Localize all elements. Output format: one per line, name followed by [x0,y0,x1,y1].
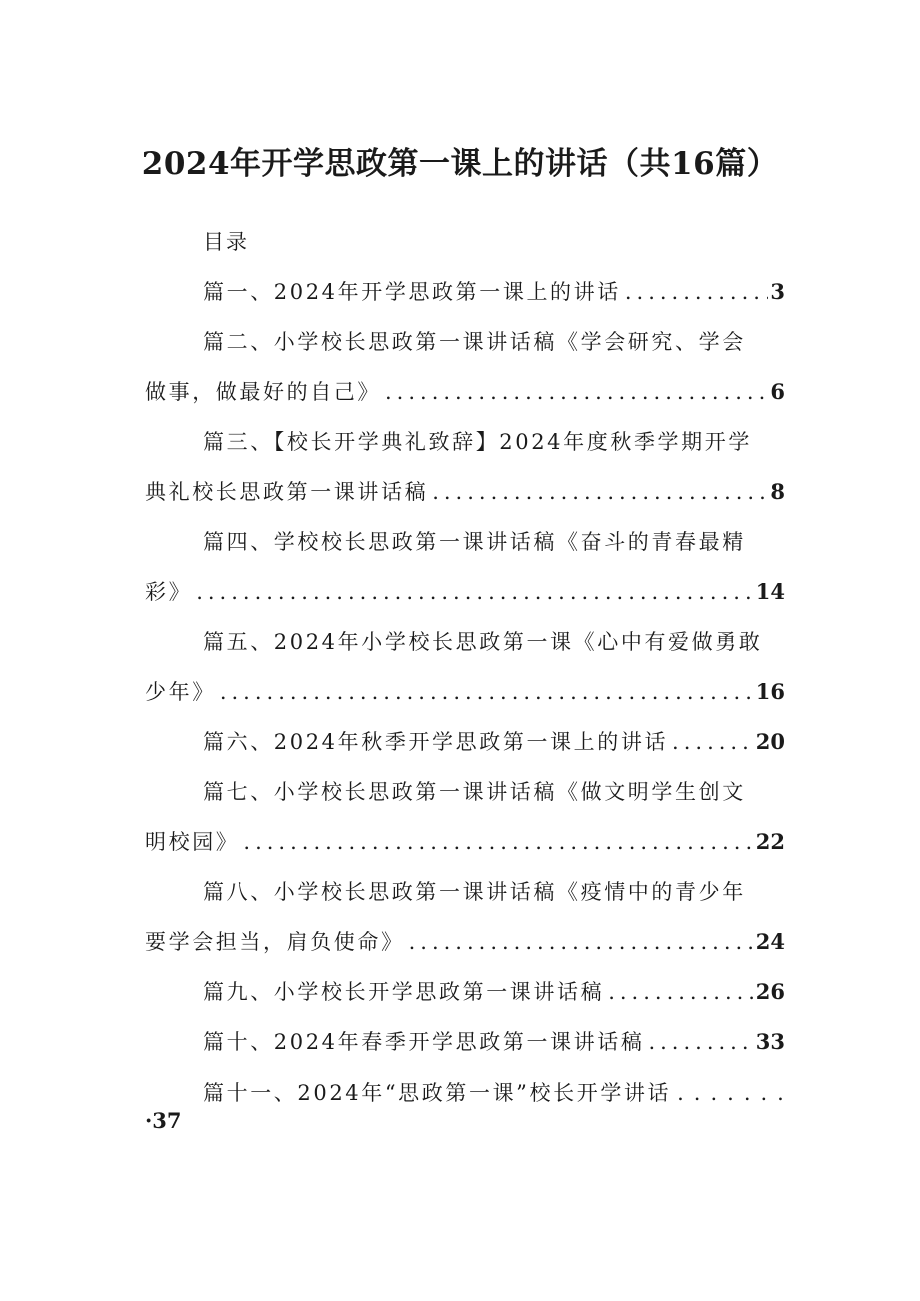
leader-dots [428,480,768,504]
toc-entry-text: 篇九、小学校长开学思政第一课讲话稿 [203,980,605,1004]
leader-dots [621,280,769,304]
toc-entry-text: 彩》 [145,580,193,604]
toc-entry-4-cont[interactable] [145,576,785,610]
toc-entry-text: 篇六、2024年秋季开学思政第一课上的讲话 [203,730,669,754]
toc-entry-8[interactable] [145,876,785,910]
toc-page-number: 14 [755,579,785,604]
toc-entry-text: 做事，做最好的自己》 [145,380,381,404]
toc-entry-text: 篇七、小学校长思政第一课讲话稿《做文明学生创文 [203,780,746,804]
toc-entry-text: 篇八、小学校长思政第一课讲话稿《疫情中的青少年 [203,880,746,904]
leader-dots [192,580,754,604]
toc-entry-1[interactable] [145,276,785,310]
toc-entry-6[interactable] [145,726,785,760]
toc-entry-5-cont[interactable] [145,676,785,710]
toc-entry-2[interactable] [145,326,785,360]
toc-entry-text: 篇十、2024年春季开学思政第一课讲话稿 [203,1030,645,1054]
document-title: 2024年开学思政第一课上的讲话（共16篇） [141,146,779,182]
toc-entry-text: 明校园》 [145,830,240,854]
toc-entry-text: 篇一、2024年开学思政第一课上的讲话 [203,280,621,304]
toc-entry-9[interactable] [145,976,785,1010]
leader-dots [604,980,754,1004]
leader-dots [239,830,753,854]
toc-page-number: 3 [770,279,785,304]
toc-entry-text: 典礼校长思政第一课讲话稿 [145,480,429,504]
toc-entry-5[interactable] [145,626,785,660]
toc-entry-text: 篇十一、2024年“思政第一课”校长开学讲话 [203,1081,672,1105]
toc-entry-text: 篇五、2024年小学校长思政第一课《心中有爱做勇敢 [203,630,763,654]
leader-dots [644,1030,753,1054]
toc-entry-7-cont[interactable] [145,826,785,860]
leader-dots [668,730,754,754]
toc-entry-8-cont[interactable] [145,926,785,960]
toc-heading: 目录 [203,230,249,254]
toc-page-number: 8 [770,479,785,504]
toc-page-number: 22 [755,829,785,854]
toc-page-number: ·37 [145,1108,182,1133]
toc-entry-3[interactable] [145,426,785,460]
toc-entry-text: 要学会担当，肩负使命》 [145,930,405,954]
leader-dots: ....... [677,1081,794,1105]
toc-page-number: 6 [770,379,785,404]
toc-entry-11[interactable] [145,1077,805,1111]
toc-entry-text: 篇四、学校校长思政第一课讲话稿《奋斗的青春最精 [203,530,746,554]
toc-entry-3-cont[interactable] [145,476,785,510]
leader-dots [216,680,754,704]
leader-dots [405,930,754,954]
toc-page-number: 16 [755,679,785,704]
toc-page-number: 20 [755,729,785,754]
toc-entry-text: 篇二、小学校长思政第一课讲话稿《学会研究、学会 [203,330,746,354]
toc-entry-2-cont[interactable] [145,376,785,410]
toc-page-number: 33 [755,1029,785,1054]
toc-entry-7[interactable] [145,776,785,810]
leader-dots [381,380,768,404]
toc-page-number: 26 [755,979,785,1004]
toc-entry-text: 篇三、【校长开学典礼致辞】2024年度秋季学期开学 [203,430,752,454]
toc-entry-10[interactable] [145,1026,785,1060]
toc-entry-text: 少年》 [145,680,216,704]
toc-page-number: 24 [755,929,785,954]
toc-entry-4[interactable] [145,526,785,560]
